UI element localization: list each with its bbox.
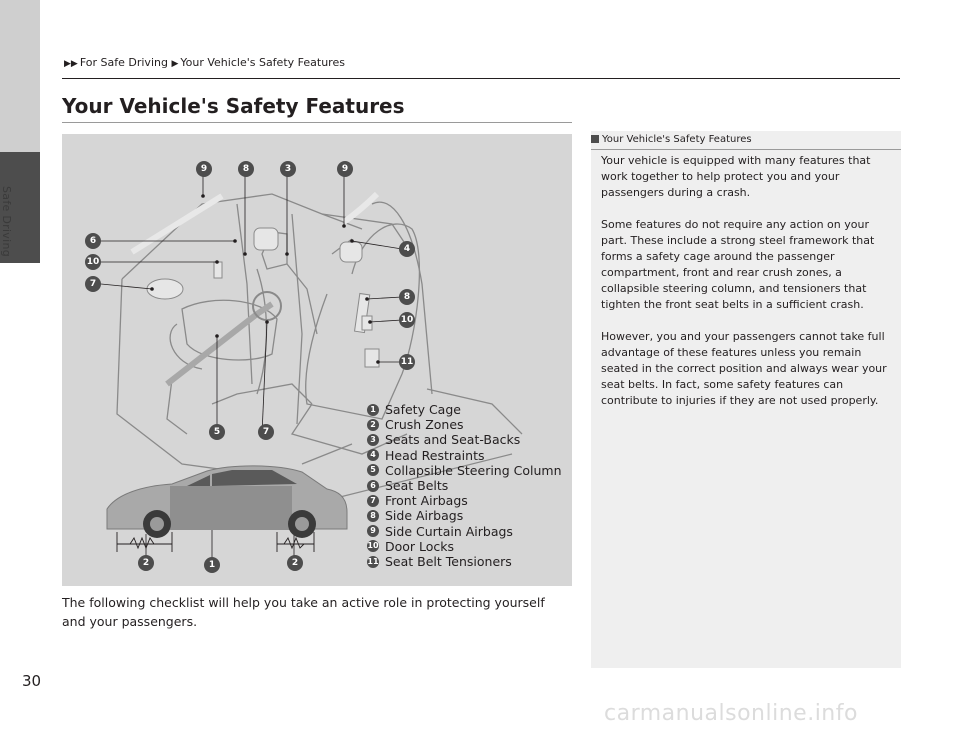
legend-item [367,554,562,569]
side-curtain-airbag-left-drawing [132,196,222,252]
legend-item [367,524,562,539]
legend-number: 10 [367,541,379,551]
side-curtain-airbag-right-drawing [344,194,377,222]
callout-badge: 2 [138,555,154,571]
callout-badge: 4 [399,241,415,257]
legend-item [367,539,562,554]
headrest-front-drawing [254,228,278,250]
legend-item [367,478,562,493]
note-paragraph-1: Your vehicle is equipped with many features that work together to help protect you and your passengers during a crash. [601,154,871,199]
callout-badge: 6 [85,233,101,249]
car-exterior-drawing [107,466,347,538]
door-lock-drawing [214,262,222,278]
legend-number: 9 [367,525,379,537]
legend-number: 8 [367,510,379,522]
breadcrumb-item-safe-driving[interactable]: For Safe Driving [79,56,168,69]
note-paragraph-3: However, you and your passengers cannot take full advantage of these features unless you remain seated in the correct position and always wear your seat belts. In fact, some safety features can contribute to injuries if they are not used properly. [601,330,887,407]
legend-number: 4 [367,449,379,461]
page-title: Your Vehicle's Safety Features [62,94,405,118]
legend-label: Door Locks [385,538,455,554]
crush-zone-markers [117,532,314,552]
callout-badge: 7 [258,424,274,440]
legend-item [367,493,562,508]
note-heading [591,134,752,145]
legend-label: Crush Zones [385,417,464,433]
callout-badge: 5 [209,424,225,440]
callout-badge: 8 [238,161,254,177]
callout-badge: 8 [399,289,415,305]
legend-item [367,508,562,523]
legend-label: Front Airbags [385,493,468,509]
page-number: 30 [22,672,42,690]
legend-number: 6 [367,480,379,492]
note-heading-text: Your Vehicle's Safety Features [602,134,752,145]
callout-badge: 9 [337,161,353,177]
safety-features-illustration [62,134,572,586]
checklist-intro-text: The following checklist will help you take an active role in protecting yourself and your passengers. [62,595,545,629]
callout-badge: 2 [287,555,303,571]
arrow-icon: ▶ [171,59,179,69]
legend-item [367,402,562,417]
legend-label: Seat Belts [385,478,449,494]
legend-label: Head Restraints [385,447,485,463]
header-divider [62,78,900,79]
callout-badge: 3 [280,161,296,177]
note-paragraph-2: Some features do not require any action on your part. These include a strong steel framework that forms a safety cage around the passenger compartment, front and rear crush zones, a collapsible steering column, and tensioners that tighten the front seat belts in a sufficient crash. [601,218,875,311]
breadcrumb-item-safety-features[interactable]: Your Vehicle's Safety Features [180,56,345,69]
callout-badge: 10 [399,312,415,328]
legend-item [367,463,562,478]
note-divider [591,149,901,150]
side-tab-upper [0,0,40,152]
note-marker-icon [591,135,599,143]
callout-badge: 1 [204,557,220,573]
legend-label: Safety Cage [385,402,461,417]
breadcrumb [64,56,345,69]
legend-number: 5 [367,464,379,476]
legend-number: 3 [367,434,379,446]
legend-item [367,417,562,432]
legend-label: Side Curtain Airbags [385,523,513,539]
double-arrow-icon: ▶▶ [64,59,78,69]
callout-badge: 9 [196,161,212,177]
headrest-rear-drawing [340,242,362,262]
legend-label: Collapsible Steering Column [385,462,562,478]
watermark: carmanualsonline.info [604,701,858,726]
callout-badge: 10 [85,254,101,270]
callout-badge: 11 [399,354,415,370]
legend-label: Side Airbags [385,508,464,524]
legend-number: 2 [367,419,379,431]
legend-item [367,448,562,463]
callout-badge: 7 [85,276,101,292]
legend-number: 11 [367,556,379,566]
figure-legend [367,402,562,569]
legend-label: Seats and Seat-Backs [385,432,521,448]
legend-number: 7 [367,495,379,507]
side-tab-label: Safe Driving [0,186,13,258]
legend-item [367,432,562,447]
legend-label: Seat Belt Tensioners [385,554,512,570]
legend-number: 1 [367,404,379,416]
title-divider [62,122,572,123]
tensioner-drawing [365,349,379,367]
